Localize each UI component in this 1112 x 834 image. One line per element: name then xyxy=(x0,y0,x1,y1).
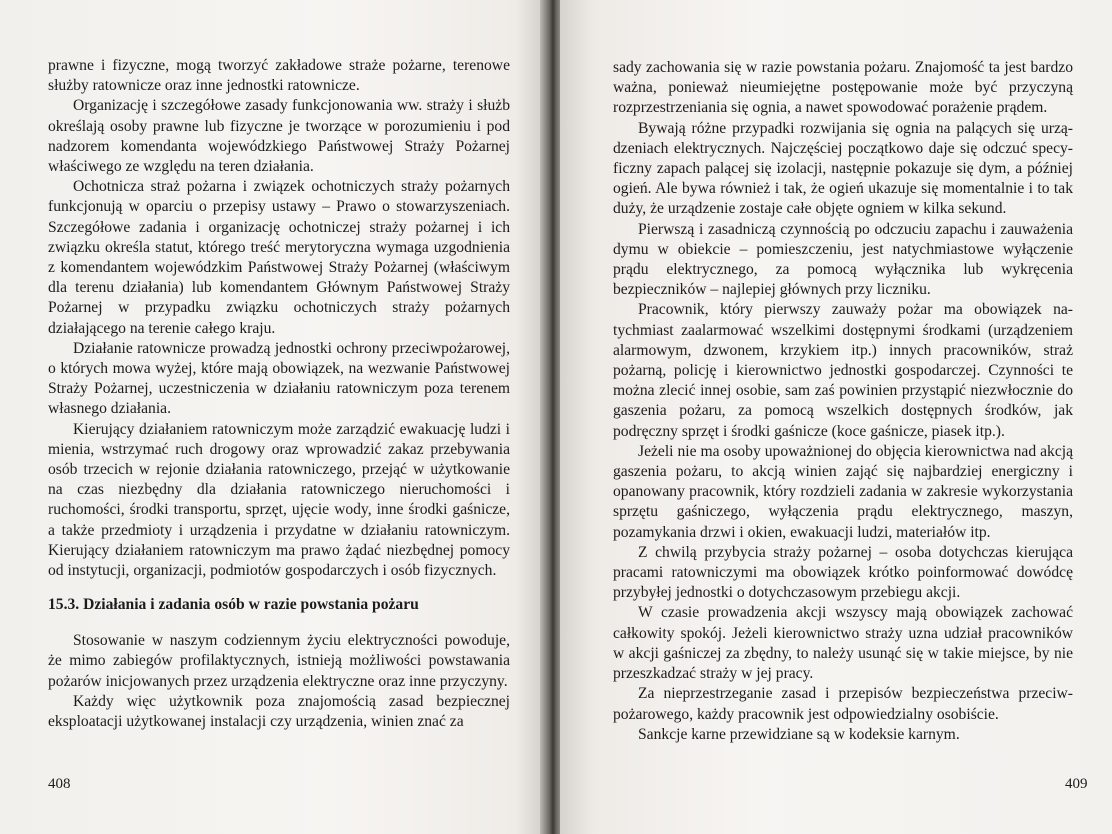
paragraph: Z chwilą przybycia straży pożarnej – osoba dotychczas kierująca pracami ratowniczymi ma obowiązek krótko poinformować dowódcę przybyłej jednostki o dotychczasowym przebiegu akcji. xyxy=(613,543,1073,602)
right-page-text xyxy=(613,58,1073,745)
section-heading: 15.3. Działania i zadania osób w razie powstania pożaru xyxy=(48,596,419,614)
paragraph: Każdy więc użytkownik poza znajomością zasad bezpiecznej eksploatacji użytkowanej instalacji czy urządzenia, winien znać za xyxy=(48,692,510,731)
paragraph: Kierujący działaniem ratowniczym może zarządzić ewakuację ludzi i mienia, wstrzymać ruch drogowy oraz wprowadzić zakaz przebywania osób trzecich w rejonie działania ratowniczego, przejąć w użytkowanie na czas niezbędny dla działania ratowniczego nieruchomości i ruchomości, środki transportu, sprzęt, ujęcie wody, inne środki gaśnicze, a także przedmioty i urządzenia i przydatne w działaniu ratowniczym. Kierujący działaniem ratowniczym ma prawo żądać niezbędnej pomocy od instytucji, organizacji, podmiotów gospodarczych i osób fizycznych. xyxy=(48,420,510,580)
paragraph: sady zachowania się w razie powstania pożaru. Znajomość ta jest bardzo ważna, ponieważ nieumiejętne postępowanie może być przyczyną rozprzestrzeniania się ognia, a nawet spowodować porażenie prądem. xyxy=(613,59,1073,117)
paragraph: Bywają różne przypadki rozwijania się ognia na palących się urządzeniach elektrycznych. Najczęściej początkowo daje się odczuć specyficzny zapach palącej się izolacji, następnie pokazuje się dym, a później ogień. Ale bywa również i tak, że ogień ukazuje się momentalnie i to tak duży, że urządzenie zostaje całe objęte ogniem w kilka sekund. xyxy=(613,119,1073,218)
paragraph: Jeżeli nie ma osoby upoważnionej do objęcia kierownictwa nad akcją gaszenia pożaru, to akcją winien zająć się najbardziej energiczny i opanowany pracownik, który rozdzieli zadania w zakresie wykorzystania sprzętu gaśniczego, wyłączenia prądu elektrycznego, maszyn, pozamykania drzwi i okien, ewakuacji ludzi, materiałów itp. xyxy=(613,442,1073,541)
paragraph: W czasie prowadzenia akcji wszyscy mają obowiązek zachować całkowity spokój. Jeżeli kierownictwo straży uzna udział pracowników w akcji gaśniczej za zbędny, to należy usunąć się w takie miejsce, by nie przeszkadzać straży w jej pracy. xyxy=(613,604,1073,683)
page-number: 408 xyxy=(48,776,71,792)
paragraph: prawne i fizyczne, mogą tworzyć zakładowe straże pożarne, terenowe służby ratownicze oraz inne jednostki ratownicze. xyxy=(48,57,510,95)
paragraph: Za nieprzestrzeganie zasad i przepisów bezpieczeństwa przeciwpożarowego, każdy pracownik jest odpowiedzialny osobiście. xyxy=(613,685,1073,723)
paragraph: Sankcje karne przewidziane są w kodeksie karnym. xyxy=(638,725,960,743)
paragraph: Stosowanie w naszym codziennym życiu elektryczności powoduje, że mimo zabiegów profilaktycznych, istnieją możliwości powstawania pożarów inicjowanych przez urządzenia elektryczne oraz inne przyczyny. xyxy=(48,632,510,690)
paragraph: Działanie ratownicze prowadzą jednostki ochrony przeciwpożarowej, o których mowa wyżej, które mają obowiązek, na wezwanie Państwowej Straży Pożarnej, uczestniczenia w działaniu ratowniczym poza terenem własnego działania. xyxy=(48,339,510,418)
page-number: 409 xyxy=(1065,776,1088,792)
right-page xyxy=(560,0,1112,834)
paragraph: Organizację i szczegółowe zasady funkcjonowania ww. straży i służb określają osoby prawne lub fizyczne je tworzące w porozumieniu i pod nadzorem komendanta wojewódzkiego Państwowej Straży Pożarnej właściwego ze względu na teren działania. xyxy=(48,97,510,176)
left-page xyxy=(0,0,548,834)
paragraph: Ochotnicza straż pożarna i związek ochotniczych straży pożarnych funkcjonują w oparciu o przepisy ustawy – Prawo o stowarzyszeniach. Szczegółowe zadania i organizację ochotniczej straży pożarnej i ich związku określa statut, którego treść merytoryczna wymaga uzgodnienia z komendantem wojewódzkim Państwowej Straży Pożarnej (właściwym dla terenu działania) lub komendantem Głównym Państwowej Straży Pożarnej w przypadku związku ochotniczych straży pożarnych działającego na terenie całego kraju. xyxy=(48,178,510,337)
paragraph: Pracownik, który pierwszy zauważy pożar ma obowiązek natychmiast zaalarmować wszelkimi dostępnymi środkami (urządzeniem alarmowym, dzwonem, krzykiem itp.) innych pracowników, straż pożarną, policję i kierownictwo jednostki gospodarczej. Czynności te można zlecić innej osobie, sam zaś powinien przystąpić niezwłocznie do gaszenia pożaru, za pomocą wszelkich dostępnych środków, jak podręczny sprzęt i środki gaśnicze (koce gaśnicze, piasek itp.). xyxy=(613,301,1073,440)
paragraph: Pierwszą i zasadniczą czynnością po odczuciu zapachu i zauważenia dymu w obiekcie – pomieszczeniu, jest natychmiastowe wyłączenie prądu elektrycznego, za pomocą wyłącznika lub wykręcenia bezpieczników – najlepiej głównych przy liczniku. xyxy=(613,220,1073,299)
left-page-text xyxy=(48,56,510,732)
